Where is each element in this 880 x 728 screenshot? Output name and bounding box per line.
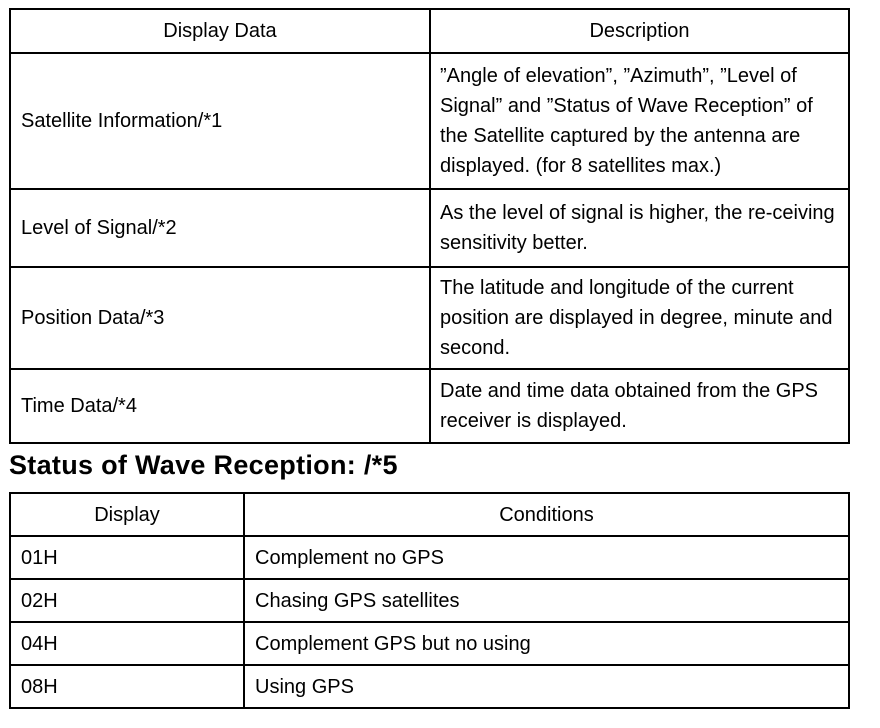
table-row	[10, 536, 849, 579]
display-data-cell: Time Data/*4	[10, 369, 430, 443]
table-row	[10, 369, 849, 443]
display-data-cell: Position Data/*3	[10, 267, 430, 369]
display-data-cell: Level of Signal/*2	[10, 189, 430, 267]
table-header-row	[10, 493, 849, 536]
status-code-cell: 01H	[10, 536, 244, 579]
table-row	[10, 622, 849, 665]
condition-cell: Using GPS	[244, 665, 849, 708]
condition-cell: Chasing GPS satellites	[244, 579, 849, 622]
table-row	[10, 189, 849, 267]
display-data-table	[9, 8, 850, 444]
table-header-row	[10, 9, 849, 53]
description-cell: The latitude and longitude of the current position are displayed in degree, minute and second.	[430, 267, 849, 369]
description-cell: As the level of signal is higher, the re-ceiving sensitivity better.	[430, 189, 849, 267]
table-row	[10, 53, 849, 189]
column-header-conditions: Conditions	[244, 493, 849, 536]
column-header-description: Description	[430, 9, 849, 53]
display-data-cell: Satellite Information/*1	[10, 53, 430, 189]
status-code-cell: 08H	[10, 665, 244, 708]
status-code-cell: 02H	[10, 579, 244, 622]
condition-cell: Complement no GPS	[244, 536, 849, 579]
status-table	[9, 492, 850, 709]
table-row	[10, 267, 849, 369]
description-cell: Date and time data obtained from the GPS receiver is displayed.	[430, 369, 849, 443]
description-cell: ”Angle of elevation”, ”Azimuth”, ”Level of Signal” and ”Status of Wave Reception” of the Satellite captured by the antenna are displayed. (for 8 satellites max.)	[430, 53, 849, 189]
status-code-cell: 04H	[10, 622, 244, 665]
table-row	[10, 579, 849, 622]
condition-cell: Complement GPS but no using	[244, 622, 849, 665]
column-header-display: Display	[10, 493, 244, 536]
section-heading: Status of Wave Reception: /*5	[9, 450, 398, 480]
table-row	[10, 665, 849, 708]
column-header-display-data: Display Data	[10, 9, 430, 53]
